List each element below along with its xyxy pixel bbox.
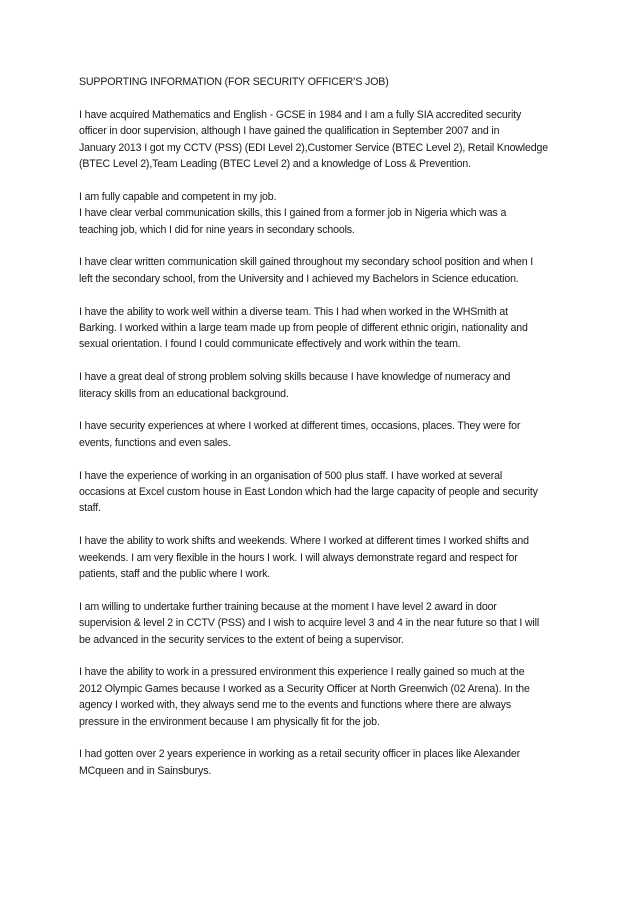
paragraph-line: pressure in the environment because I am physically fit for the job. bbox=[79, 715, 380, 728]
paragraph bbox=[79, 746, 565, 779]
paragraph bbox=[79, 369, 565, 402]
paragraph-line: weekends. I am very flexible in the hours I work. I will always demonstrate regard and respect for bbox=[79, 551, 518, 564]
paragraph-line: events, functions and even sales. bbox=[79, 436, 231, 449]
paragraph bbox=[79, 599, 565, 648]
paragraph-line: I am fully capable and competent in my job. bbox=[79, 190, 277, 203]
paragraph bbox=[79, 254, 565, 287]
paragraph bbox=[79, 418, 565, 451]
document-title: SUPPORTING INFORMATION (FOR SECURITY OFFICER’S JOB) bbox=[79, 76, 389, 88]
paragraph-line: supervision & level 2 in CCTV (PSS) and I wish to acquire level 3 and 4 in the near future so that I will bbox=[79, 617, 540, 630]
paragraph-line: I have a great deal of strong problem solving skills because I have knowledge of numeracy and bbox=[79, 371, 511, 384]
paragraph-line: literacy skills from an educational background. bbox=[79, 387, 289, 400]
paragraph-line: patients, staff and the public where I work. bbox=[79, 568, 271, 581]
paragraph-list bbox=[79, 107, 565, 780]
paragraph-line: I had gotten over 2 years experience in working as a retail security officer in places like Alexander bbox=[79, 748, 521, 761]
paragraph-line: I have the ability to work well within a diverse team. This I had when worked in the WHSmith at bbox=[79, 305, 508, 318]
paragraph-line: I have the experience of working in an organisation of 500 plus staff. I have worked at several bbox=[79, 469, 503, 482]
paragraph-line: I have acquired Mathematics and English - GCSE in 1984 and I am a fully SIA accredited security bbox=[79, 108, 522, 121]
paragraph bbox=[79, 304, 565, 353]
paragraph-line: January 2013 I got my CCTV (PSS) (EDI Level 2),Customer Service (BTEC Level 2), Retail Knowledge bbox=[79, 141, 548, 154]
paragraph-line: I am willing to undertake further training because at the moment I have level 2 award in door bbox=[79, 600, 497, 613]
paragraph-line: I have the ability to work in a pressured environment this experience I really gained so much at the bbox=[79, 666, 525, 679]
paragraph-line: (BTEC Level 2),Team Leading (BTEC Level 2) and a knowledge of Loss & Prevention. bbox=[79, 158, 471, 171]
paragraph bbox=[79, 533, 565, 582]
document-body bbox=[79, 74, 565, 796]
paragraph-line: sexual orientation. I found I could communicate effectively and work within the team. bbox=[79, 338, 461, 351]
paragraph-line: officer in door supervision, although I have gained the qualification in September 2007 and in bbox=[79, 125, 500, 138]
paragraph bbox=[79, 468, 565, 517]
paragraph-line: staff. bbox=[79, 502, 101, 515]
paragraph-line: I have clear verbal communication skills, this I gained from a former job in Nigeria which was a bbox=[79, 207, 507, 220]
paragraph-line: left the secondary school, from the University and I achieved my Bachelors in Science education. bbox=[79, 272, 519, 285]
paragraph-line: I have clear written communication skill gained throughout my secondary school position and when I bbox=[79, 256, 534, 269]
paragraph bbox=[79, 107, 565, 173]
paragraph-line: be advanced in the security services to the extent of being a supervisor. bbox=[79, 633, 404, 646]
paragraph bbox=[79, 189, 565, 238]
paragraph-line: agency I worked with, they always send me to the events and functions where there are always bbox=[79, 699, 511, 712]
paragraph-line: Barking. I worked within a large team made up from people of different ethnic origin, nationality and bbox=[79, 322, 528, 335]
paragraph-line: 2012 Olympic Games because I worked as a Security Officer at North Greenwich (02 Arena). In the bbox=[79, 682, 530, 695]
paragraph-line: teaching job, which I did for nine years in secondary schools. bbox=[79, 223, 355, 236]
paragraph-line: occasions at Excel custom house in East London which had the large capacity of people and security bbox=[79, 486, 538, 499]
paragraph-line: MCqueen and in Sainsburys. bbox=[79, 764, 212, 777]
paragraph-line: I have security experiences at where I worked at different times, occasions, places. They were for bbox=[79, 420, 521, 433]
paragraph-line: I have the ability to work shifts and weekends. Where I worked at different times I worked shifts and bbox=[79, 535, 529, 548]
paragraph bbox=[79, 664, 565, 730]
